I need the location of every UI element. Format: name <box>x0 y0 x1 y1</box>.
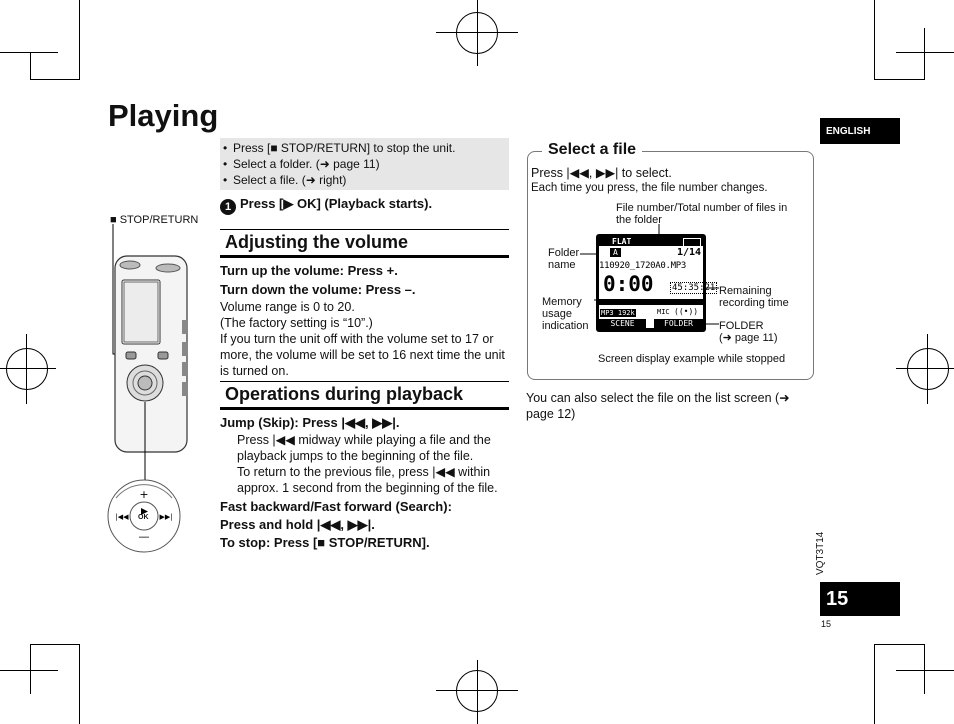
callout-file-number: File number/Total number of files in the folder <box>616 202 788 226</box>
select-file-heading: Select a file <box>542 141 642 159</box>
battery-icon <box>683 238 701 247</box>
mic-signal-icon: ((•)) <box>674 307 699 316</box>
ok-button-label: OK <box>138 514 149 521</box>
lcd-mode: FLAT <box>612 237 632 246</box>
callout-remaining: Remaining recording time <box>719 285 789 309</box>
list-screen-note: You can also select the file on the list screen (➜ page 12) <box>526 391 790 421</box>
callout-folder-ref: (➜ page 11) <box>719 332 778 344</box>
stop-return-label: ■ STOP/RETURN <box>110 214 199 226</box>
lcd-file-name: 110920_1720A0.MP3 <box>599 261 687 271</box>
page-number-box: 15 <box>820 582 900 616</box>
svg-text:—: — <box>138 530 150 543</box>
select-instruction: Press |◀◀, ▶▶| to select. <box>531 166 672 180</box>
jump-label: Jump (Skip): Press |◀◀, ▶▶|. <box>220 415 400 430</box>
operations-heading: Operations during playback <box>220 381 509 410</box>
lcd-scene-button: SCENE <box>599 319 646 328</box>
step-text: Press [▶ OK] (Playback starts). <box>240 196 433 211</box>
callout-folder: FOLDER <box>719 320 764 332</box>
volume-section <box>220 262 512 379</box>
volume-factory: (The factory setting is “10”.) <box>220 316 373 330</box>
lcd-screen <box>599 237 716 328</box>
prerequisite-item: • Press [■ STOP/RETURN] to stop the unit. <box>220 140 509 156</box>
lcd-folder-letter: A <box>610 248 621 257</box>
jump-desc-1: Press |◀◀ midway while playing a file and the playback jumps to the beginning of the file. <box>237 433 491 463</box>
page-number-small: 15 <box>821 619 832 629</box>
step-1 <box>220 196 432 215</box>
volume-note: If you turn the unit off with the volume set to 17 or more, the volume will be set to 16 next time the unit is turned on. <box>220 332 505 378</box>
lcd-elapsed: 0:00 <box>603 272 654 296</box>
svg-text:|◀◀: |◀◀ <box>115 513 129 521</box>
volume-heading: Adjusting the volume <box>220 229 509 258</box>
search-label-2: Press and hold |◀◀, ▶▶|. <box>220 517 375 532</box>
volume-up: Turn up the volume: Press +. <box>220 263 398 278</box>
doc-code: VQT3T14 <box>815 531 826 575</box>
step-number: 1 <box>220 199 236 215</box>
lcd-file-counter: 1/14 <box>677 247 702 258</box>
volume-down: Turn down the volume: Press –. <box>220 282 416 297</box>
lcd-folder-button: FOLDER <box>654 319 703 328</box>
callout-memory: Memory usage indication <box>542 296 589 332</box>
page-title: Playing <box>108 98 219 133</box>
lcd-remaining: 45:35:21 <box>672 283 716 293</box>
volume-range: Volume range is 0 to 20. <box>220 300 355 314</box>
lcd-format: MP3 192k <box>601 309 635 317</box>
select-sub: Each time you press, the file number changes. <box>531 182 768 194</box>
lcd-mic: MIC <box>657 308 670 316</box>
prerequisite-item: • Select a folder. (➜ page 11) <box>220 156 509 172</box>
prerequisite-item: • Select a file. (➜ right) <box>220 172 509 188</box>
search-label-1: Fast backward/Fast forward (Search): <box>220 499 452 514</box>
prerequisite-box <box>220 138 509 190</box>
svg-text:▶▶|: ▶▶| <box>159 513 173 521</box>
language-tab: ENGLISH <box>820 118 900 144</box>
jump-desc-2: To return to the previous file, press |◀◀ within approx. 1 second from the beginning of the file. <box>237 465 498 495</box>
stop-label: To stop: Press [■ STOP/RETURN]. <box>220 535 430 550</box>
operations-section <box>220 414 512 552</box>
lcd-caption: Screen display example while stopped <box>598 353 786 365</box>
callout-folder-name: Folder name <box>548 247 580 271</box>
memory-usage-bar <box>599 299 703 305</box>
svg-text:+: + <box>139 488 149 501</box>
